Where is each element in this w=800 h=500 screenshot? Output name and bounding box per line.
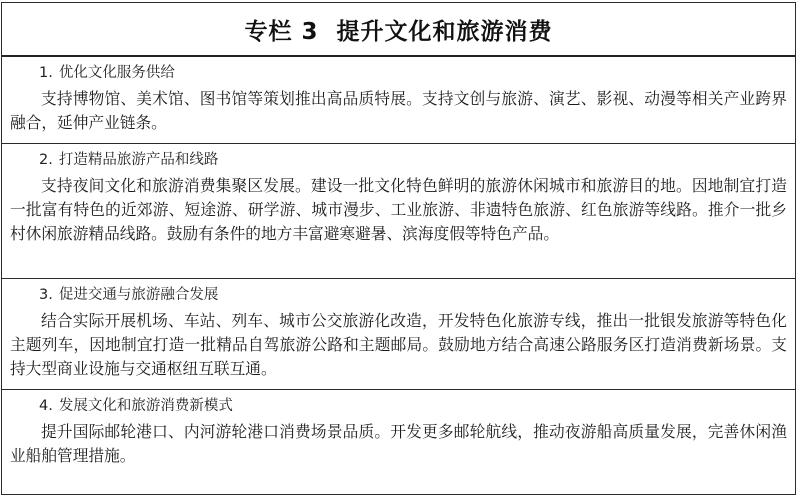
section-heading xyxy=(10,63,787,84)
panel-title: 提升文化和旅游消费 xyxy=(336,18,553,45)
feature-panel xyxy=(1,2,796,495)
section-heading-text: 促进交通与旅游融合发展 xyxy=(58,287,219,303)
section-body: 支持博物馆、美术馆、图书馆等策划推出高品质特展。支持文创与旅游、演艺、影视、动漫等相关产业跨界融合，延伸产业链条。 xyxy=(10,89,787,132)
panel-number: 专栏 3 xyxy=(244,18,319,45)
section-body: 支持夜间文化和旅游消费集聚区发展。建设一批文化特色鲜明的旅游休闲城市和旅游目的地。因地制宜打造一批富有特色的近郊游、短途游、研学游、城市漫步、工业旅游、非遗特色旅游、红色旅游等线路。推介一批乡村休闲旅游精品线路。鼓励有条件的地方丰富避寒避暑、滨海度假等特色产品。 xyxy=(10,176,787,243)
section-index: 1. xyxy=(39,65,53,81)
section-2 xyxy=(2,144,795,279)
section-heading xyxy=(10,150,787,171)
section-1 xyxy=(2,57,795,144)
section-heading xyxy=(10,285,787,306)
section-index: 2. xyxy=(39,152,53,168)
section-index: 4. xyxy=(39,398,53,414)
section-heading-text: 优化文化服务供给 xyxy=(58,65,175,81)
section-4 xyxy=(2,390,795,494)
section-heading xyxy=(10,396,787,417)
section-body: 结合实际开展机场、车站、列车、城市公交旅游化改造，开发特色化旅游专线，推出一批银发旅游等特色化主题列车，因地制宜打造一批精品自驾旅游公路和主题邮局。鼓励地方结合高速公路服务区打造消费新场景。支持大型商业设施与交通枢纽互联互通。 xyxy=(10,311,787,378)
section-index: 3. xyxy=(39,287,53,303)
section-body: 提升国际邮轮港口、内河游轮港口消费场景品质。开发更多邮轮航线，推动夜游船高质量发展，完善休闲渔业船舶管理措施。 xyxy=(10,422,787,465)
section-3 xyxy=(2,279,795,390)
section-heading-text: 打造精品旅游产品和线路 xyxy=(58,152,219,168)
section-heading-text: 发展文化和旅游消费新模式 xyxy=(58,398,233,414)
panel-title-bar xyxy=(2,3,795,57)
